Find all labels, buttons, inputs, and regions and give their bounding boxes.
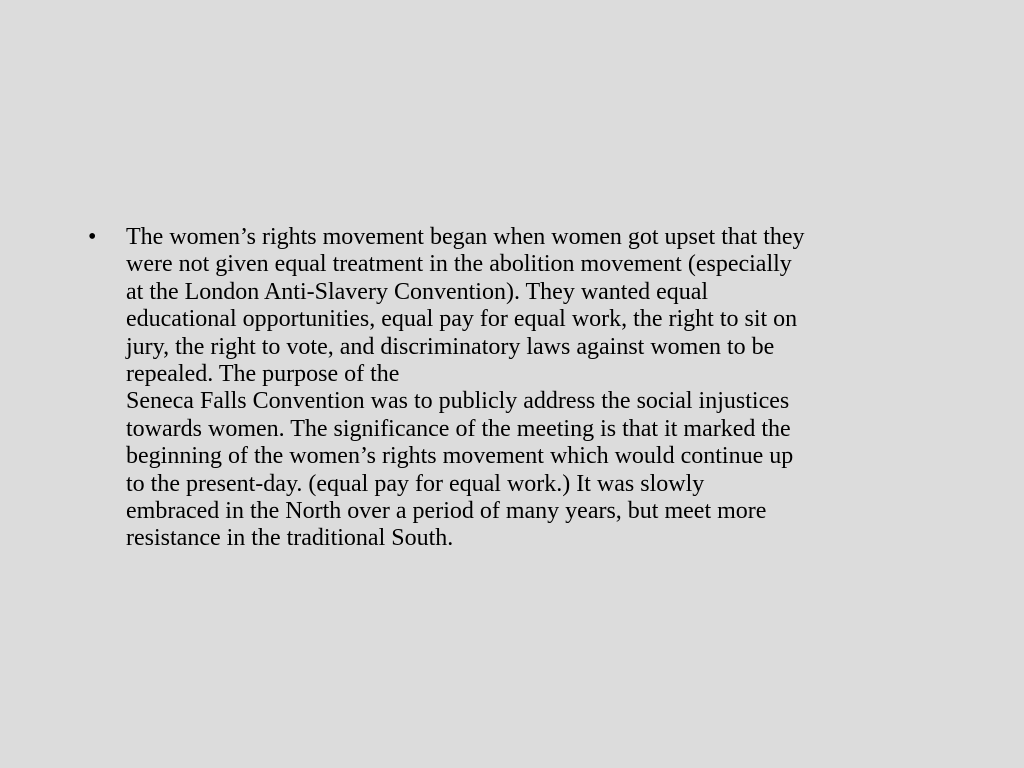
bullet-list	[84, 224, 944, 553]
text-line: were not given equal treatment in the abolition movement (especially	[126, 251, 792, 278]
text-line: beginning of the women’s rights movement which would continue up	[126, 443, 794, 470]
text-line: jury, the right to vote, and discriminatory laws against women to be	[126, 333, 775, 360]
bullet-item	[84, 224, 944, 553]
text-line: resistance in the traditional South.	[126, 525, 454, 552]
bullet-text	[126, 224, 944, 553]
text-line: towards women. The significance of the meeting is that it marked the	[126, 415, 791, 442]
bullet-marker: •	[88, 224, 97, 250]
text-line: Seneca Falls Convention was to publicly address the social injustices	[126, 388, 790, 415]
text-line: The women’s rights movement began when women got upset that they	[126, 224, 805, 250]
text-line: repealed. The purpose of the	[126, 361, 400, 388]
text-line: embraced in the North over a period of many years, but meet more	[126, 498, 767, 525]
text-line: to the present-day. (equal pay for equal work.) It was slowly	[126, 470, 705, 497]
text-line: educational opportunities, equal pay for equal work, the right to sit on	[126, 306, 798, 333]
text-line: at the London Anti-Slavery Convention). They wanted equal	[126, 278, 709, 305]
